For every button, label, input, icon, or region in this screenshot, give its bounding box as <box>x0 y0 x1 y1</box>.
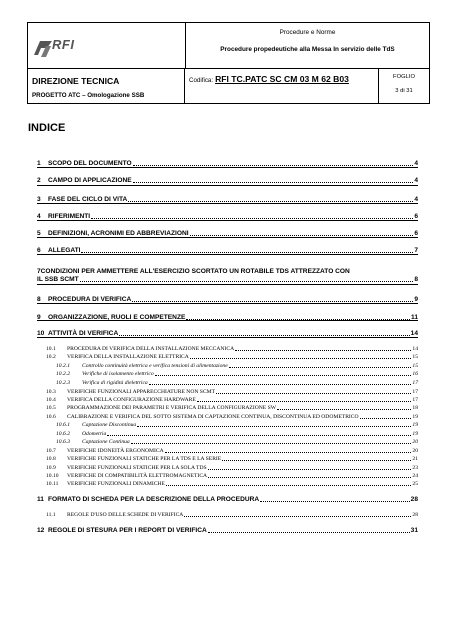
toc-number: 9 <box>37 314 41 321</box>
toc-page: 28 <box>410 496 418 503</box>
toc-entry[interactable] <box>46 512 418 518</box>
toc-page: 17 <box>412 380 418 386</box>
toc-number: 6 <box>37 247 41 254</box>
toc-entry[interactable] <box>46 397 418 403</box>
toc-page: 14 <box>410 330 418 337</box>
toc-entry[interactable] <box>37 496 418 503</box>
toc-number: 3 <box>37 196 41 203</box>
toc-divider <box>37 284 418 285</box>
toc-leader <box>260 500 410 502</box>
toc-number: 1 <box>37 160 41 167</box>
toc-text: VERIFICA DELLA CONFIGURAZIONE HARDWARE <box>67 397 196 403</box>
toc-page: 19 <box>412 422 418 428</box>
document-header <box>27 22 430 104</box>
direction-cell <box>28 69 185 103</box>
toc-text: VERIFICHE DI COMPATIBILITÀ ELETTROMAGNETICA <box>67 473 208 479</box>
toc-text: VERIFICA DELLA INSTALLAZIONE ELETTRICA <box>67 354 189 360</box>
toc-number: 11 <box>37 496 44 503</box>
toc-divider <box>37 167 418 168</box>
toc-entry[interactable] <box>37 330 418 337</box>
procedure-cell <box>186 23 429 68</box>
toc-page: 24 <box>412 473 418 479</box>
toc-number: 11.1 <box>46 512 56 518</box>
toc-number: 5 <box>37 230 41 237</box>
toc-number: 10.1 <box>46 346 56 352</box>
toc-text: ORGANIZZAZIONE, RUOLI E COMPETENZE <box>48 314 186 321</box>
toc-entry[interactable] <box>46 414 418 420</box>
toc-page: 19 <box>412 431 418 437</box>
toc-text: RIFERIMENTI <box>48 213 91 220</box>
toc-text: FORMATO DI SCHEDA PER LA DESCRIZIONE DELLA PROCEDURA <box>48 496 260 503</box>
toc-page: 14 <box>412 346 418 352</box>
toc-entry[interactable] <box>37 527 418 534</box>
toc-divider <box>37 303 418 304</box>
sheet-value: 3 di 31 <box>395 88 413 94</box>
toc-number: 10.6.1 <box>56 422 70 428</box>
toc-leader <box>91 217 413 219</box>
toc-page: 20 <box>412 448 418 454</box>
page-title: INDICE <box>28 122 66 134</box>
toc-entry[interactable] <box>37 268 418 283</box>
toc-line <box>37 276 418 283</box>
toc-leader <box>165 451 412 453</box>
toc-divider <box>37 337 418 338</box>
toc-text: VERIFICHE IDONEITÀ ERGONOMICA <box>67 448 164 454</box>
toc-page: 28 <box>412 512 418 518</box>
toc-text-cont: IL SSB SCMT <box>37 276 79 283</box>
toc-leader <box>128 200 413 202</box>
toc-divider <box>37 220 418 221</box>
toc-divider <box>37 203 418 204</box>
toc-text: VERIFICHE FUNZIONALI DINAMICHE <box>67 481 165 487</box>
toc-number: 10.6.3 <box>56 439 70 445</box>
procedure-subtitle: Procedure propedeutiche alla Messa In servizio delle TdS <box>220 46 395 53</box>
toc-leader <box>131 442 412 444</box>
toc-leader <box>166 484 412 486</box>
toc-page: 25 <box>412 481 418 487</box>
toc-leader <box>149 383 412 385</box>
toc-number: 10.6 <box>46 414 56 420</box>
toc-text: FASE DEL CICLO DI VITA <box>48 196 128 203</box>
toc-leader <box>229 366 412 368</box>
logo-cell <box>28 23 186 68</box>
sheet-cell <box>379 69 429 103</box>
project-label: PROGETTO ATC – Omologazione SSB <box>32 92 145 99</box>
toc-page: 9 <box>414 296 418 303</box>
toc-number: 10.9 <box>46 465 56 471</box>
toc-entry[interactable] <box>46 481 418 487</box>
toc-page: 31 <box>410 527 418 534</box>
code-value: RFI TC.PATC SC CM 03 M 62 B03 <box>215 74 349 84</box>
toc-number: 10.7 <box>46 448 56 454</box>
toc-number: 10.10 <box>46 473 59 479</box>
toc-leader <box>119 334 409 336</box>
toc-leader <box>208 468 412 470</box>
toc-text: SCOPO DEL DOCUMENTO <box>48 160 132 167</box>
toc-text: CALIBRAZIONE E VERIFICA DEL SOTTO SISTEMA DI CAPTAZIONE CONTINUA, DISCONTINUA ED ODOMETRICO <box>67 414 359 420</box>
toc-number: 10.4 <box>46 397 56 403</box>
toc-number: 10.2.1 <box>56 363 70 369</box>
toc-number: 2 <box>37 177 41 184</box>
toc-text: VERIFICHE FUNZIONALI APPARECCHIATURE NON SCMT <box>67 389 216 395</box>
toc-entry[interactable] <box>46 405 418 411</box>
toc-page: 7 <box>414 247 418 254</box>
toc-leader <box>216 392 411 394</box>
toc-page: 19 <box>412 414 418 420</box>
toc-number: 10 <box>37 330 45 337</box>
toc-text: ALLEGATI <box>48 247 81 254</box>
code-label: Codifica: <box>189 77 214 84</box>
toc-divider <box>37 320 418 321</box>
toc-page: 17 <box>412 389 418 395</box>
toc-leader <box>155 374 412 376</box>
toc-text: Captazione Discontinua <box>82 422 137 428</box>
toc-entry[interactable] <box>46 389 418 395</box>
procedure-title: Procedure e Norme <box>279 29 336 36</box>
toc-page: 8 <box>414 276 418 283</box>
toc-leader <box>133 181 414 183</box>
toc-number: 10.5 <box>46 405 56 411</box>
toc-text: PROCEDURA DI VERIFICA <box>48 296 132 303</box>
toc-line <box>37 268 418 275</box>
toc-text: Odometria <box>82 431 107 437</box>
toc-entry[interactable] <box>46 354 418 360</box>
toc-entry[interactable] <box>37 160 418 167</box>
toc-number: 4 <box>37 213 41 220</box>
toc-page: 16 <box>412 371 418 377</box>
toc-entry[interactable] <box>46 473 418 479</box>
toc-leader <box>137 425 411 427</box>
toc-text: Captazione Continua <box>82 439 130 445</box>
toc-entry[interactable] <box>37 177 418 184</box>
toc-entry[interactable] <box>37 213 418 220</box>
toc-divider <box>37 254 418 255</box>
toc-text: Controllo continuità elettrica e verifica tensioni di alimentazione <box>82 363 228 369</box>
toc-number: 10.2.2 <box>56 371 70 377</box>
toc-number: 12 <box>37 527 45 534</box>
toc-page: 6 <box>414 230 418 237</box>
toc-page: 4 <box>414 177 418 184</box>
toc-leader <box>360 417 412 419</box>
toc-leader <box>208 531 410 533</box>
toc-text: Verifiche di isolamento elettrico <box>82 371 154 377</box>
code-cell <box>185 69 379 103</box>
toc-entry[interactable] <box>56 363 418 369</box>
toc-leader <box>80 280 414 282</box>
toc-entry[interactable] <box>46 465 418 471</box>
toc-page: 17 <box>412 397 418 403</box>
toc-leader <box>81 251 413 253</box>
toc-leader <box>132 300 413 302</box>
toc-text: VERIFICHE FUNZIONALI STATICHE PER LA TDS E LA SERIE <box>67 456 222 462</box>
toc-page: 6 <box>414 213 418 220</box>
toc-number: 8 <box>37 296 41 303</box>
toc-number: 10.3 <box>46 389 56 395</box>
toc-entry[interactable] <box>46 448 418 454</box>
toc-text: PROCEDURA DI VERIFICA DELLA INSTALLAZIONE MECCANICA <box>67 346 235 352</box>
toc-entry[interactable] <box>56 371 418 377</box>
toc-number: 10.2.3 <box>56 380 70 386</box>
toc-page: 20 <box>412 439 418 445</box>
toc-entry[interactable] <box>37 230 418 237</box>
toc-leader <box>184 515 411 517</box>
toc-leader <box>222 459 411 461</box>
toc-leader <box>235 349 411 351</box>
toc-number: 10.2 <box>46 354 56 360</box>
toc-page: 15 <box>412 363 418 369</box>
toc-leader <box>190 234 414 236</box>
toc-number: 10.8 <box>46 456 56 462</box>
logo-text: RFI <box>52 37 75 52</box>
toc-page: 11 <box>411 314 418 321</box>
toc-page: 18 <box>412 405 418 411</box>
toc-text: CONDIZIONI PER AMMETTERE ALL'ESERCIZIO SCORTATO UN ROTABILE TDS ATTREZZATO CON <box>40 268 350 275</box>
toc-entry[interactable] <box>46 346 418 352</box>
toc-text: Verifica di rigidità dielettrica <box>82 380 148 386</box>
toc-text: VERIFICHE FUNZIONALI STATICHE PER LA SOLA TDS <box>67 465 207 471</box>
toc-page: 4 <box>414 196 418 203</box>
toc-text: DEFINIZIONI, ACRONIMI ED ABBREVIAZIONI <box>48 230 189 237</box>
toc-text: PROGRAMMAZIONE DEI PARAMETRI E VERIFICA DELLA CONFIGURAZIONE SW <box>67 405 276 411</box>
toc-page: 15 <box>412 354 418 360</box>
toc-number: 10.6.2 <box>56 431 70 437</box>
toc-entry[interactable] <box>46 456 418 462</box>
toc-divider <box>37 237 418 238</box>
sheet-label: FOGLIO <box>393 74 415 80</box>
toc-page: 4 <box>414 160 418 167</box>
toc-page: 21 <box>412 456 418 462</box>
toc-entry[interactable] <box>56 380 418 386</box>
toc-number: 7 <box>37 268 41 275</box>
toc-entry[interactable] <box>56 439 418 445</box>
toc-number: 10.11 <box>46 481 59 487</box>
toc-entry[interactable] <box>56 422 418 428</box>
toc-leader <box>133 164 414 166</box>
toc-divider <box>37 185 418 186</box>
direction-label: DIREZIONE TECNICA <box>32 76 120 86</box>
toc-entry[interactable] <box>37 296 418 303</box>
toc-leader <box>107 434 411 436</box>
toc-leader <box>197 400 412 402</box>
toc-entry[interactable] <box>37 196 418 203</box>
toc-leader <box>208 476 411 478</box>
toc-text: ATTIVITÀ DI VERIFICA <box>48 330 119 337</box>
toc-text: REGOLE D'USO DELLE SCHEDE DI VERIFICA <box>67 512 184 518</box>
toc-entry[interactable] <box>37 247 418 254</box>
toc-leader <box>190 357 412 359</box>
toc-entry[interactable] <box>56 431 418 437</box>
toc-text: CAMPO DI APPLICAZIONE <box>48 177 132 184</box>
toc-text: REGOLE DI STESURA PER I REPORT DI VERIFICA <box>48 527 207 534</box>
toc-leader <box>277 408 411 410</box>
toc-page: 23 <box>412 465 418 471</box>
